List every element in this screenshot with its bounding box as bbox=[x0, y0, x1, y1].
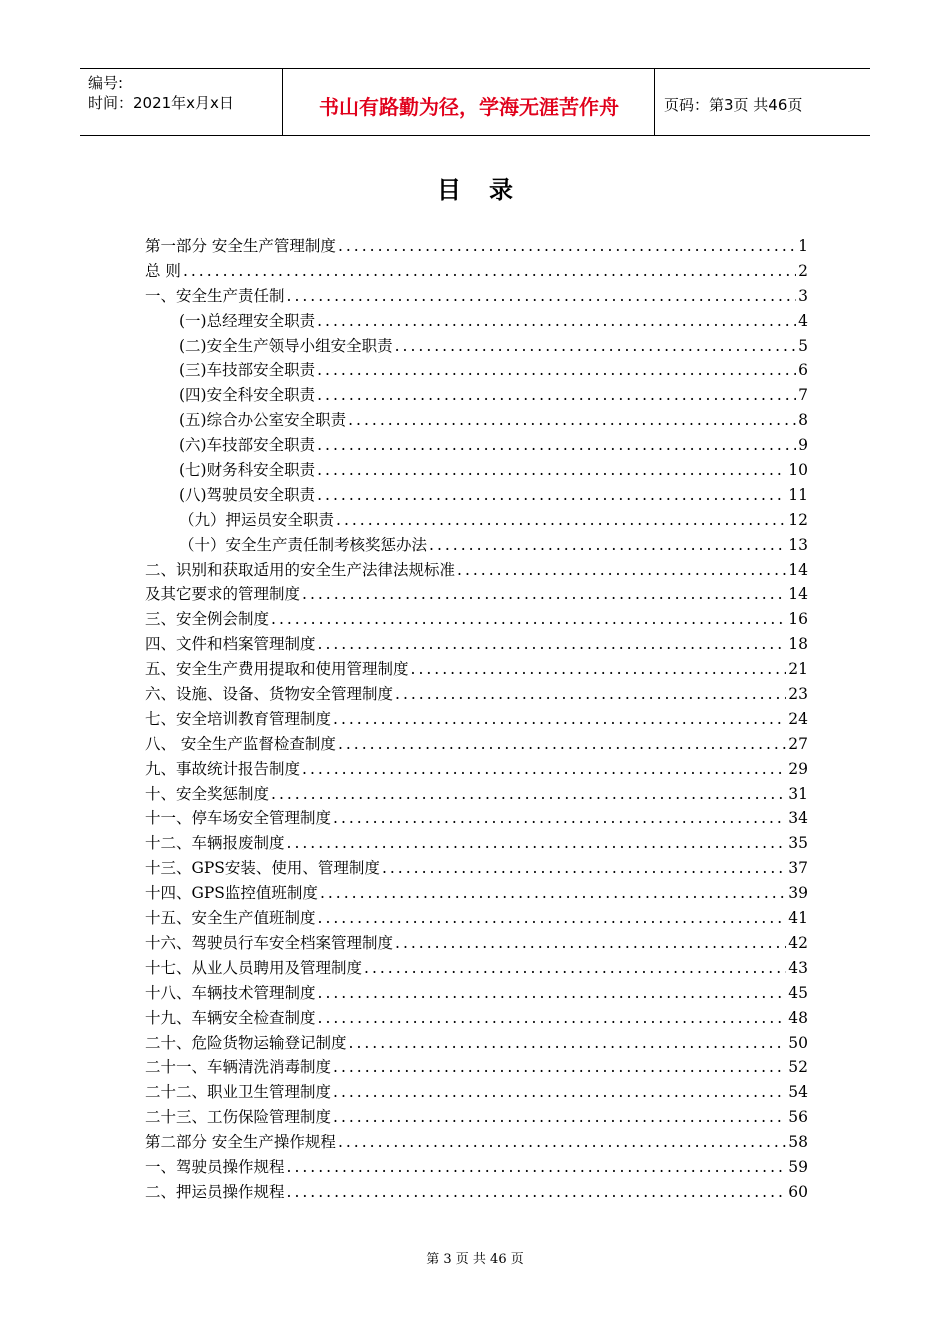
toc-entry bbox=[145, 1031, 808, 1056]
toc-leader-dots bbox=[395, 337, 797, 355]
toc-entry bbox=[145, 1180, 808, 1205]
toc-entry-page: 37 bbox=[788, 859, 808, 878]
toc-entry bbox=[145, 234, 808, 259]
toc-entry-label: 十九、车辆安全检查制度 bbox=[145, 1008, 316, 1027]
toc-entry-page: 16 bbox=[788, 610, 808, 629]
toc-entry-label: 二十二、职业卫生管理制度 bbox=[145, 1083, 332, 1102]
toc-leader-dots bbox=[457, 561, 786, 579]
toc-entry-label: 二十一、车辆清洗消毒制度 bbox=[145, 1058, 332, 1077]
toc-leader-dots bbox=[338, 735, 786, 753]
toc-entry bbox=[145, 757, 808, 782]
toc-entry-page: 60 bbox=[788, 1182, 808, 1201]
toc-entry-label: (一)总经理安全职责 bbox=[179, 311, 316, 330]
toc-entry-label: 第一部分 安全生产管理制度 bbox=[145, 237, 336, 255]
toc-leader-dots bbox=[318, 635, 787, 653]
toc-entry-page: 4 bbox=[798, 311, 808, 330]
toc-leader-dots bbox=[271, 610, 786, 628]
toc-entry-page: 14 bbox=[788, 560, 808, 579]
toc-entry bbox=[145, 1055, 808, 1080]
toc-entry-page: 52 bbox=[788, 1058, 808, 1077]
toc-leader-dots bbox=[333, 1083, 786, 1101]
toc-entry-page: 31 bbox=[788, 784, 808, 803]
toc-entry bbox=[145, 383, 808, 408]
toc-entry-label: (六)车技部安全职责 bbox=[179, 436, 316, 455]
toc-entry bbox=[145, 1105, 808, 1130]
toc-entry-page: 50 bbox=[788, 1033, 808, 1052]
toc-entry bbox=[145, 1006, 808, 1031]
toc-entry-label: 七、安全培训教育管理制度 bbox=[145, 709, 332, 728]
toc-leader-dots bbox=[183, 262, 796, 280]
toc-entry bbox=[145, 707, 808, 732]
toc-entry-label: 及其它要求的管理制度 bbox=[145, 585, 301, 604]
toc-entry-page: 59 bbox=[788, 1157, 808, 1176]
toc-leader-dots bbox=[302, 585, 786, 603]
table-of-contents bbox=[145, 234, 808, 1205]
toc-leader-dots bbox=[333, 809, 786, 827]
toc-leader-dots bbox=[395, 685, 786, 703]
toc-leader-dots bbox=[317, 312, 796, 330]
toc-entry-label: 二十三、工伤保险管理制度 bbox=[145, 1108, 332, 1127]
toc-entry-label: 九、事故统计报告制度 bbox=[145, 759, 301, 778]
toc-entry-label: 十四、GPS监控值班制度 bbox=[145, 884, 318, 903]
toc-entry-label: 三、安全例会制度 bbox=[145, 610, 270, 629]
toc-entry-label: 二、押运员操作规程 bbox=[145, 1182, 285, 1201]
toc-entry-label: 十、安全奖惩制度 bbox=[145, 784, 270, 803]
toc-entry bbox=[145, 1155, 808, 1180]
toc-entry bbox=[145, 632, 808, 657]
toc-leader-dots bbox=[287, 287, 797, 305]
toc-entry-page: 7 bbox=[798, 386, 808, 405]
toc-leader-dots bbox=[349, 1034, 787, 1052]
toc-leader-dots bbox=[317, 361, 796, 379]
toc-entry-label: 十五、安全生产值班制度 bbox=[145, 909, 316, 928]
toc-entry bbox=[145, 732, 808, 757]
toc-entry-page: 1 bbox=[798, 237, 808, 255]
toc-entry bbox=[145, 458, 808, 483]
toc-entry-label: 十六、驾驶员行车安全档案管理制度 bbox=[145, 933, 394, 952]
toc-entry-page: 39 bbox=[788, 884, 808, 903]
toc-entry-page: 56 bbox=[788, 1108, 808, 1127]
toc-entry-label: 一、安全生产责任制 bbox=[145, 286, 285, 305]
toc-entry-page: 21 bbox=[788, 660, 808, 679]
toc-entry bbox=[145, 259, 808, 284]
toc-entry-label: 十二、车辆报废制度 bbox=[145, 834, 285, 853]
header-divider bbox=[654, 69, 655, 135]
toc-entry bbox=[145, 657, 808, 682]
toc-entry-label: 四、文件和档案管理制度 bbox=[145, 635, 316, 654]
toc-entry-label: (二)安全生产领导小组安全职责 bbox=[179, 336, 393, 355]
toc-entry bbox=[145, 782, 808, 807]
toc-entry-page: 43 bbox=[788, 958, 808, 977]
toc-entry bbox=[145, 1130, 808, 1155]
toc-leader-dots bbox=[287, 1183, 787, 1201]
toc-leader-dots bbox=[302, 760, 786, 778]
toc-entry-page: 58 bbox=[788, 1133, 808, 1152]
header-page-code: 页码：第3页 共46页 bbox=[664, 96, 803, 114]
toc-leader-dots bbox=[364, 959, 786, 977]
header-divider bbox=[282, 69, 283, 135]
toc-leader-dots bbox=[317, 461, 786, 479]
toc-entry-label: 第二部分 安全生产操作规程 bbox=[145, 1133, 336, 1152]
toc-entry-page: 8 bbox=[798, 411, 808, 430]
toc-entry-label: 一、驾驶员操作规程 bbox=[145, 1157, 285, 1176]
toc-entry-label: 六、设施、设备、货物安全管理制度 bbox=[145, 685, 394, 704]
toc-entry bbox=[145, 433, 808, 458]
toc-entry-page: 24 bbox=[788, 709, 808, 728]
toc-entry bbox=[145, 533, 808, 558]
toc-leader-dots bbox=[271, 785, 786, 803]
document-number-label: 编号: bbox=[88, 74, 124, 92]
toc-entry-page: 45 bbox=[788, 983, 808, 1002]
toc-entry-page: 6 bbox=[798, 361, 808, 380]
toc-entry-page: 5 bbox=[798, 336, 808, 355]
toc-title: 目录 bbox=[437, 176, 541, 204]
toc-entry-page: 42 bbox=[788, 933, 808, 952]
toc-leader-dots bbox=[318, 1009, 787, 1027]
toc-leader-dots bbox=[338, 1133, 786, 1151]
toc-entry-label: （十）安全生产责任制考核奖惩办法 bbox=[179, 535, 428, 554]
toc-entry bbox=[145, 906, 808, 931]
toc-leader-dots bbox=[395, 934, 786, 952]
toc-entry-label: 总 则 bbox=[145, 261, 181, 280]
toc-entry-page: 23 bbox=[788, 685, 808, 704]
toc-leader-dots bbox=[317, 436, 796, 454]
toc-entry-label: (八)驾驶员安全职责 bbox=[179, 485, 316, 504]
toc-leader-dots bbox=[318, 984, 787, 1002]
page-header bbox=[80, 68, 870, 136]
toc-entry bbox=[145, 856, 808, 881]
toc-entry-page: 54 bbox=[788, 1083, 808, 1102]
toc-entry bbox=[145, 508, 808, 533]
toc-entry-page: 27 bbox=[788, 734, 808, 753]
toc-leader-dots bbox=[318, 909, 787, 927]
toc-entry bbox=[145, 483, 808, 508]
toc-entry-page: 3 bbox=[798, 286, 808, 305]
toc-entry bbox=[145, 334, 808, 359]
toc-entry-label: 八、 安全生产监督检查制度 bbox=[145, 734, 336, 753]
toc-entry bbox=[145, 981, 808, 1006]
toc-leader-dots bbox=[317, 386, 796, 404]
toc-leader-dots bbox=[317, 486, 786, 504]
toc-entry-label: (七)财务科安全职责 bbox=[179, 461, 316, 480]
toc-leader-dots bbox=[338, 237, 796, 255]
toc-entry-page: 41 bbox=[788, 909, 808, 928]
toc-entry-label: 五、安全生产费用提取和使用管理制度 bbox=[145, 660, 409, 679]
toc-leader-dots bbox=[411, 660, 787, 678]
toc-entry-label: 二、识别和获取适用的安全生产法律法规标准 bbox=[145, 560, 456, 579]
toc-entry bbox=[145, 682, 808, 707]
toc-entry-page: 29 bbox=[788, 759, 808, 778]
toc-entry-label: 十七、从业人员聘用及管理制度 bbox=[145, 958, 363, 977]
toc-entry bbox=[145, 831, 808, 856]
toc-entry-page: 10 bbox=[788, 461, 808, 480]
toc-entry-page: 48 bbox=[788, 1008, 808, 1027]
toc-entry-label: (三)车技部安全职责 bbox=[179, 361, 316, 380]
toc-entry-page: 35 bbox=[788, 834, 808, 853]
toc-leader-dots bbox=[429, 536, 786, 554]
toc-entry bbox=[145, 881, 808, 906]
header-motto: 书山有路勤为径，学海无涯苦作舟 bbox=[319, 95, 619, 119]
toc-entry-page: 2 bbox=[798, 261, 808, 280]
toc-entry-page: 9 bbox=[798, 436, 808, 455]
toc-entry bbox=[145, 956, 808, 981]
toc-entry-label: 十八、车辆技术管理制度 bbox=[145, 983, 316, 1002]
toc-entry bbox=[145, 309, 808, 334]
toc-entry-label: （九）押运员安全职责 bbox=[179, 510, 335, 529]
toc-entry-label: (五)综合办公室安全职责 bbox=[179, 411, 347, 430]
toc-entry bbox=[145, 408, 808, 433]
toc-leader-dots bbox=[336, 511, 786, 529]
toc-entry-page: 11 bbox=[788, 485, 808, 504]
toc-entry-label: (四)安全科安全职责 bbox=[179, 386, 316, 405]
toc-entry-page: 13 bbox=[788, 535, 808, 554]
toc-entry-page: 34 bbox=[788, 809, 808, 828]
toc-entry-page: 14 bbox=[788, 585, 808, 604]
header-meta bbox=[88, 73, 234, 113]
toc-entry bbox=[145, 558, 808, 583]
toc-leader-dots bbox=[333, 710, 786, 728]
toc-entry-label: 二十、危险货物运输登记制度 bbox=[145, 1033, 347, 1052]
toc-entry-label: 十三、GPS安装、使用、管理制度 bbox=[145, 859, 380, 878]
toc-leader-dots bbox=[348, 411, 796, 429]
toc-entry bbox=[145, 931, 808, 956]
toc-entry bbox=[145, 1080, 808, 1105]
toc-leader-dots bbox=[333, 1108, 786, 1126]
toc-leader-dots bbox=[320, 884, 786, 902]
page-footer: 第 3 页 共 46 页 bbox=[426, 1252, 524, 1267]
toc-leader-dots bbox=[287, 1158, 787, 1176]
toc-entry bbox=[145, 582, 808, 607]
toc-entry-page: 12 bbox=[788, 510, 808, 529]
toc-leader-dots bbox=[287, 834, 787, 852]
toc-leader-dots bbox=[382, 859, 786, 877]
document-time: 时间：2021年x月x日 bbox=[88, 94, 234, 112]
toc-entry-label: 十一、停车场安全管理制度 bbox=[145, 809, 332, 828]
toc-entry-page: 18 bbox=[788, 635, 808, 654]
toc-entry bbox=[145, 358, 808, 383]
toc-entry bbox=[145, 284, 808, 309]
toc-entry bbox=[145, 806, 808, 831]
toc-leader-dots bbox=[333, 1058, 786, 1076]
toc-entry bbox=[145, 607, 808, 632]
